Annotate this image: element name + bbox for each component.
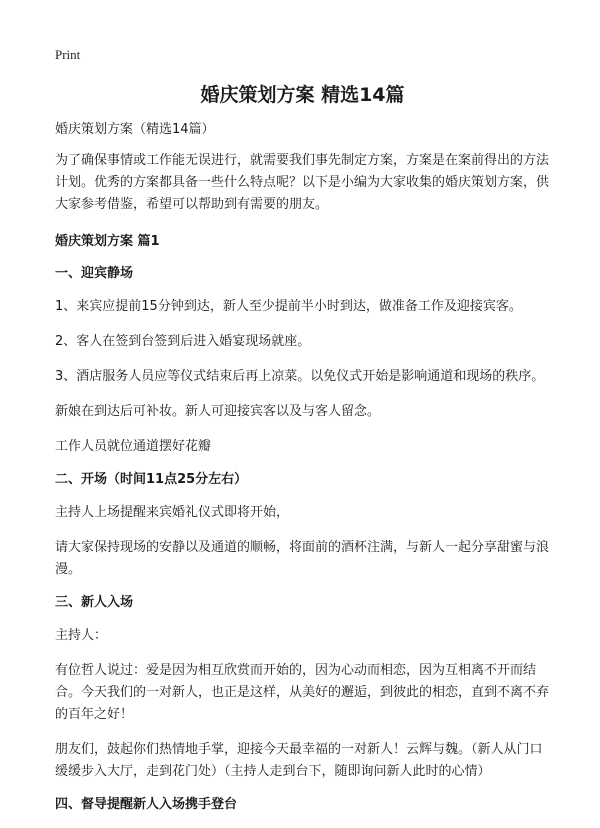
body-paragraph: 有位哲人说过：爱是因为相互欣赏而开始的，因为心动而相恋，因为互相离不开而结合。今天我们的一对新人，也正是这样，从美好的邂逅，到彼此的相恋，直到不离不弃的百年之好！ [55,663,550,722]
intro-paragraph: 为了确保事情或工作能无误进行，就需要我们事先制定方案，方案是在案前得出的方法计划。优秀的方案都具备一些什么特点呢？以下是小编为大家收集的婚庆策划方案，供大家参考借鉴，希望可以帮助到有需要的朋友。 [55,153,550,212]
section-heading-supervision: 四、督导提醒新人入场携手登台 [55,797,238,812]
section-heading-welcome: 一、迎宾静场 [55,266,134,281]
list-item: 2、客人在签到台签到后进入婚宴现场就座。 [55,334,311,349]
body-paragraph: 主持人上场提醒来宾婚礼仪式即将开始， [55,505,290,520]
note-paragraph: 工作人员就位通道摆好花瓣 [55,439,212,454]
section-heading-opening: 二、开场（时间11点25分左右） [55,472,248,487]
body-paragraph: 朋友们，鼓起你们热情地手掌，迎接今天最幸福的一对新人！云辉与魏。（新人从门口缓缓步入大厅，走到花门处）（主持人走到台下，随即询问新人此时的心情） [55,742,543,779]
document-subtitle: 婚庆策划方案（精选14篇） [55,122,215,137]
list-item: 1、来宾应提前15分钟到达，新人至少提前半小时到达，做准备工作及迎接宾客。 [55,299,522,314]
body-paragraph: 请大家保持现场的安静以及通道的顺畅，将面前的酒杯注满，与新人一起分享甜蜜与浪漫。 [55,540,550,577]
body-paragraph: 主持人： [55,628,108,643]
list-item: 3、酒店服务人员应等仪式结束后再上凉菜。以免仪式开始是影响通道和现场的秩序。 [55,369,545,384]
section-heading-entrance: 三、新人入场 [55,595,134,610]
print-link[interactable]: Print [55,47,81,62]
page-title: 婚庆策划方案 精选14篇 [200,84,405,106]
note-paragraph: 新娘在到达后可补妆。新人可迎接宾客以及与客人留念。 [55,404,381,419]
article-heading: 婚庆策划方案 篇1 [55,234,160,249]
